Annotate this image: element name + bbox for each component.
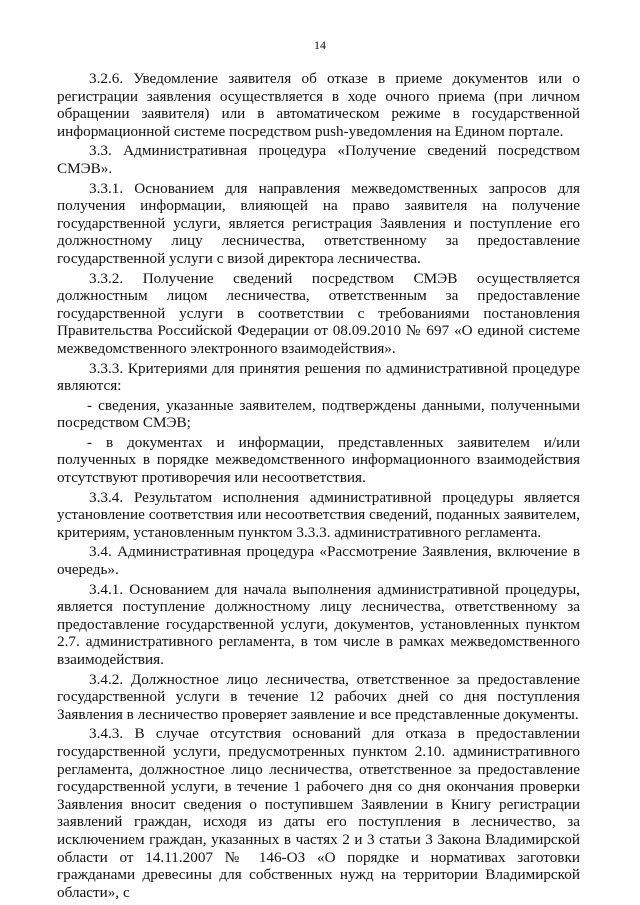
page-number: 14 — [314, 38, 326, 52]
paragraph-3-4-3: 3.4.3. В случае отсутствия оснований для отказа в предоставлении государственной услуги, предусмотренных пунктом 2.10. административного регламента, должностное лицо лесничества, ответственное за предоставление государственной услуги, в течение 1 рабочего дня со дня окончания проверки Заявления вносит сведения о поступившем Заявлении в Книгу регистрации заявлений граждан, исходя из даты его поступления в лесничество, за исключением граждан, указанных в частях 2 и 3 статьи 3 Закона Владимирской области от 14.11.2007 № 146-ОЗ «О порядке и нормативах заготовки гражданами древесины для собственных нужд на территории Владимирской области», с — [57, 725, 580, 901]
list-item-criterion-1: - сведения, указанные заявителем, подтверждены данными, полученными посредством СМЭВ; — [57, 396, 580, 432]
list-item-criterion-2: - в документах и информации, представленных заявителем и/или полученных в порядке межведомственного информационного взаимодействия отсутствуют противоречия или несоответствия. — [57, 433, 580, 487]
paragraph-3-4-1: 3.4.1. Основанием для начала выполнения административной процедуры, является поступление должностному лицу лесничества, ответственному за предоставление государственной услуги, документов, установленных пунктом 2.7. административного регламента, в том числе в рамках межведомственного взаимодействия. — [57, 580, 580, 668]
document-body — [57, 70, 580, 903]
paragraph-3-3-1: 3.3.1. Основанием для направления межведомственных запросов для получения информации, влияющей на право заявителя на получение государственной услуги, является регистрация Заявления и поступление его должностному лицу лесничества, ответственному за предоставление государственной услуги с визой директора лесничества. — [57, 179, 580, 267]
paragraph-3-3-3: 3.3.3. Критериями для принятия решения по административной процедуре являются: — [57, 359, 580, 395]
paragraph-3-4-2: 3.4.2. Должностное лицо лесничества, ответственное за предоставление государственной услуги в течение 12 рабочих дней со дня поступления Заявления в лесничество проверяет заявление и все представленные документы. — [57, 670, 580, 723]
paragraph-3-3-2: 3.3.2. Получение сведений посредством СМЭВ осуществляется должностным лицом лесничества, ответственным за предоставление государственной услуги в соответствии с требованиями постановления Правительства Российской Федерации от 08.09.2010 № 697 «О единой системе межведомственного электронного взаимодействия». — [57, 269, 580, 357]
paragraph-3-3-4: 3.3.4. Результатом исполнения административной процедуры является установление соответствия или несоответствия сведений, поданных заявителем, критериям, установленным пунктом 3.3.3. административного регламента. — [57, 488, 580, 541]
paragraph-3-4: 3.4. Административная процедура «Рассмотрение Заявления, включение в очередь». — [57, 543, 580, 579]
paragraph-3-2-6: 3.2.6. Уведомление заявителя об отказе в приеме документов или о регистрации заявления осуществляется в ходе очного приема (при личном обращении заявителя) или в автоматическом режиме в государственной информационной системе посредством push-уведомления на Едином портале. — [57, 70, 580, 140]
paragraph-3-3: 3.3. Административная процедура «Получение сведений посредством СМЭВ». — [57, 142, 580, 177]
